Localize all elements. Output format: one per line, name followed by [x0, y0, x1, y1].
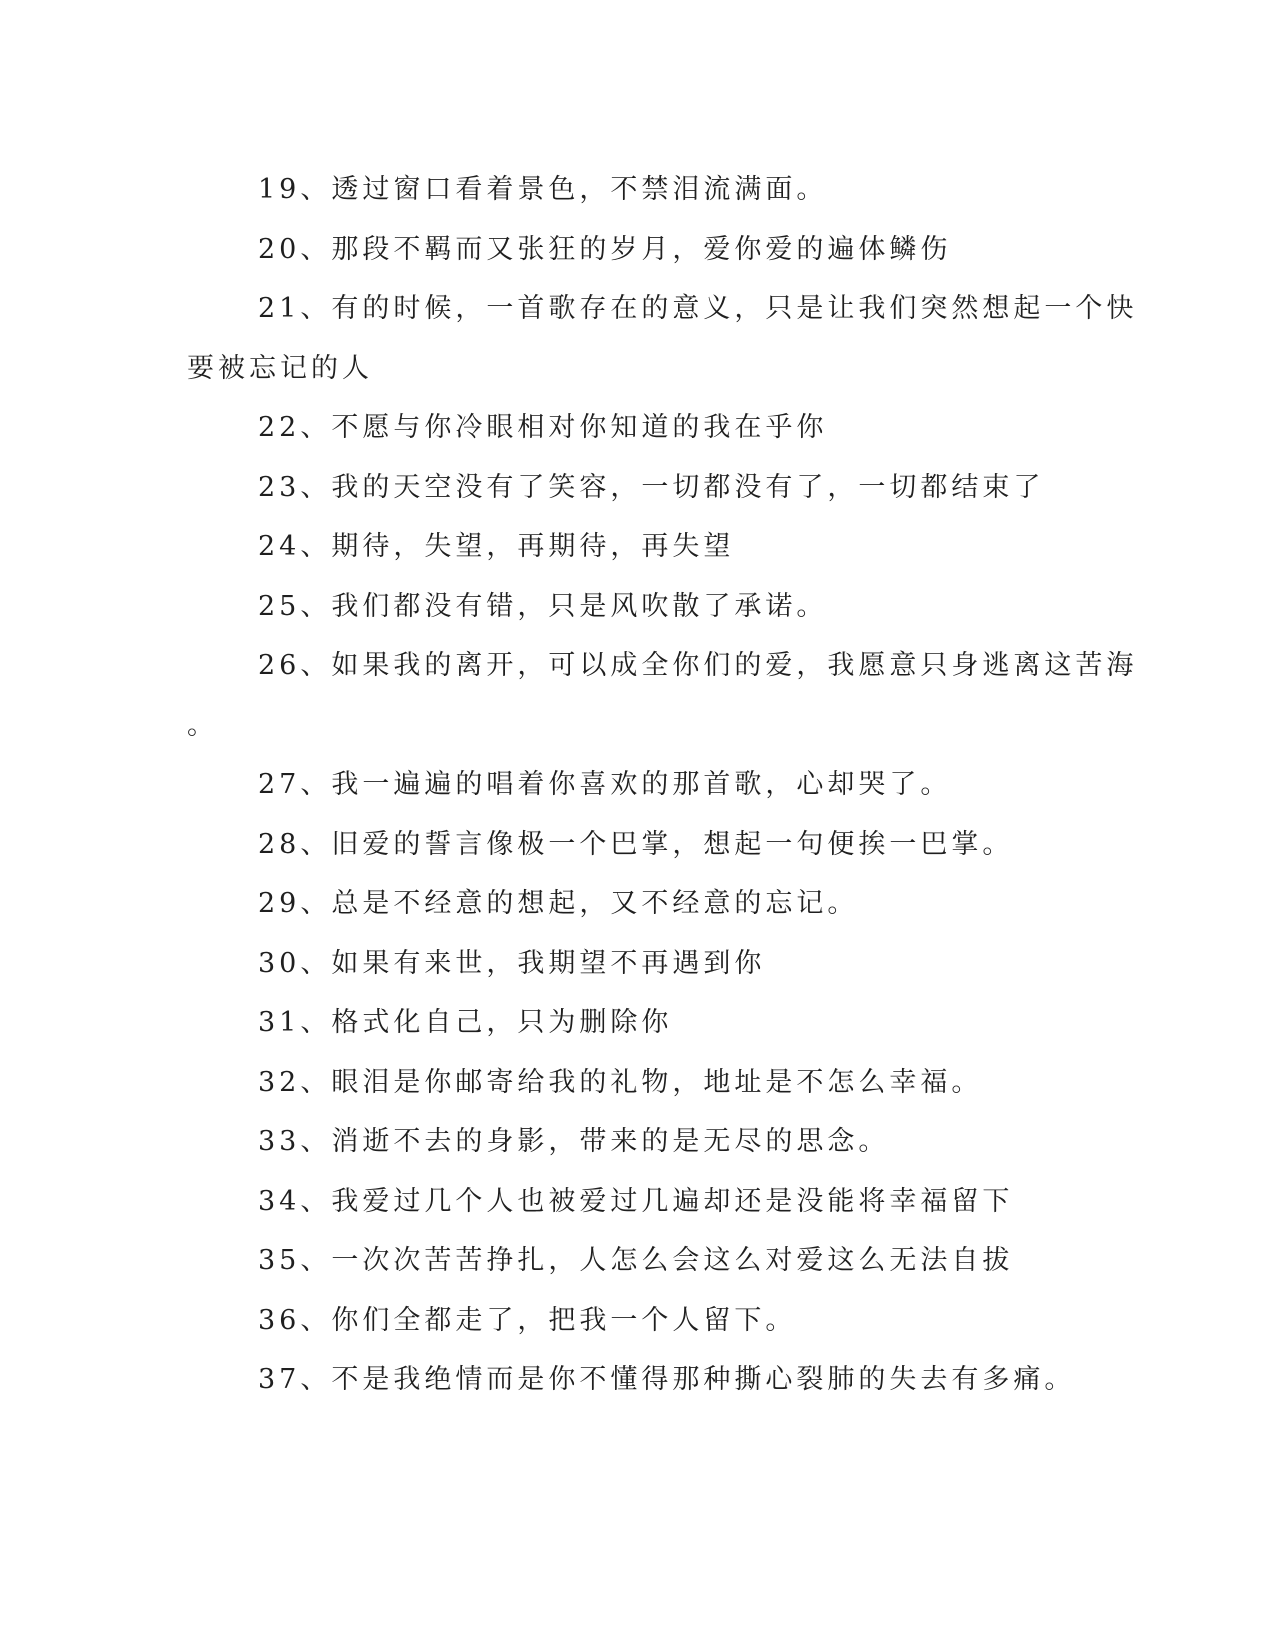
line-30: 30、如果有来世，我期望不再遇到你 — [258, 947, 766, 979]
line-27: 27、我一遍遍的唱着你喜欢的那首歌，心却哭了。 — [258, 769, 952, 800]
line-25: 25、我们都没有错，只是风吹散了承诺。 — [258, 590, 828, 622]
line-26-continuation: 。 — [187, 709, 218, 741]
line-29: 29、总是不经意的想起，又不经意的忘记。 — [258, 888, 859, 919]
line-34: 34、我爱过几个人也被爱过几遍却还是没能将幸福留下 — [258, 1185, 1014, 1217]
line-31: 31、格式化自己，只为删除你 — [258, 1007, 673, 1038]
line-36: 36、你们全都走了，把我一个人留下。 — [258, 1304, 797, 1336]
line-21-continuation: 要被忘记的人 — [187, 352, 373, 384]
document-body — [187, 160, 1138, 1410]
line-26: 26、如果我的离开，可以成全你们的爱，我愿意只身逃离这苦海 — [258, 650, 1138, 681]
line-22: 22、不愿与你冷眼相对你知道的我在乎你 — [258, 412, 828, 443]
line-21: 21、有的时候，一首歌存在的意义，只是让我们突然想起一个快 — [258, 293, 1138, 324]
line-19: 19、透过窗口看着景色，不禁泪流满面。 — [258, 174, 828, 205]
line-23: 23、我的天空没有了笑容，一切都没有了，一切都结束了 — [258, 471, 1045, 503]
line-37: 37、不是我绝情而是你不懂得那种撕心裂肺的失去有多痛。 — [258, 1364, 1076, 1395]
line-32: 32、眼泪是你邮寄给我的礼物，地址是不怎么幸福。 — [258, 1066, 983, 1098]
line-35: 35、一次次苦苦挣扎，人怎么会这么对爱这么无法自拔 — [258, 1245, 1014, 1276]
line-24: 24、期待，失望，再期待，再失望 — [258, 531, 735, 562]
line-28: 28、旧爱的誓言像极一个巴掌，想起一句便挨一巴掌。 — [258, 828, 1014, 860]
line-20: 20、那段不羁而又张狂的岁月，爱你爱的遍体鳞伤 — [258, 233, 952, 265]
line-33: 33、消逝不去的身影，带来的是无尽的思念。 — [258, 1126, 890, 1157]
